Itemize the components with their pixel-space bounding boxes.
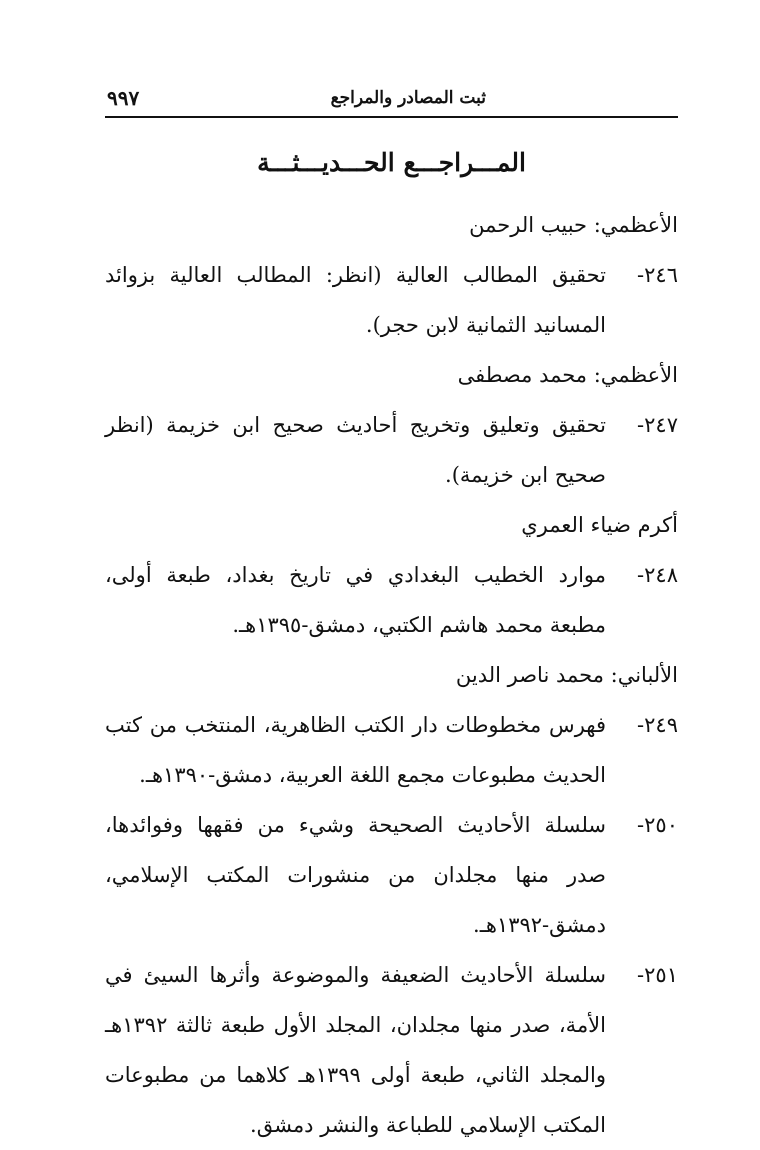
running-title: ثبت المصادر والمراجع: [330, 88, 486, 108]
author-name: أكرم ضياء العمري: [521, 513, 678, 537]
bibliography-entry: [105, 400, 678, 500]
bibliography-entry: [105, 700, 678, 800]
bibliography-list: [105, 200, 678, 1150]
entry-number: ٢٥١-: [637, 963, 678, 987]
bibliography-entry: [105, 950, 678, 1150]
entry-number: ٢٤٨-: [637, 563, 678, 587]
author-name: الأعظمي: محمد مصطفى: [457, 363, 678, 387]
author-name: الأعظمي: حبيب الرحمن: [469, 213, 678, 237]
page-number: ٩٩٧: [107, 86, 140, 110]
entry-number: ٢٤٦-: [637, 263, 678, 287]
entry-number: ٢٤٧-: [637, 413, 678, 437]
bibliography-entry: [105, 800, 678, 950]
bibliography-entry: [105, 550, 678, 650]
entry-text: تحقيق وتعليق وتخريج أحاديث صحيح ابن خزيمة (انظر صحيح ابن خزيمة).: [105, 413, 606, 487]
page-header: [105, 86, 678, 118]
entry-text: سلسلة الأحاديث الصحيحة وشيء من فقهها وفوائدها، صدر منها مجلدان من منشورات المكتب الإسلامي، دمشق-١٣٩٢هـ.: [105, 813, 606, 937]
entry-text: تحقيق المطالب العالية (انظر: المطالب العالية بزوائد المسانيد الثمانية لابن حجر).: [105, 263, 606, 337]
section-heading: المـــراجـــع الحـــديـــثـــة: [257, 148, 526, 177]
bibliography-entry: [105, 250, 678, 350]
author-name: الألباني: محمد ناصر الدين: [455, 663, 678, 687]
entry-text: موارد الخطيب البغدادي في تاريخ بغداد، طبعة أولى، مطبعة محمد هاشم الكتبي، دمشق-١٣٩٥هـ.: [105, 563, 606, 637]
entry-number: ٢٤٩-: [637, 713, 678, 737]
entry-number: ٢٥٠-: [637, 813, 678, 837]
entry-text: فهرس مخطوطات دار الكتب الظاهرية، المنتخب من كتب الحديث مطبوعات مجمع اللغة العربية، دمشق-١٣٩٠هـ.: [105, 713, 606, 787]
entry-text: سلسلة الأحاديث الضعيفة والموضوعة وأثرها السيئ في الأمة، صدر منها مجلدان، المجلد الأول طبعة ثالثة ١٣٩٢هـ والمجلد الثاني، طبعة أولى ١٣٩٩هـ كلاهما من مطبوعات المكتب الإسلامي للطباعة والنشر دمشق.: [105, 963, 606, 1137]
